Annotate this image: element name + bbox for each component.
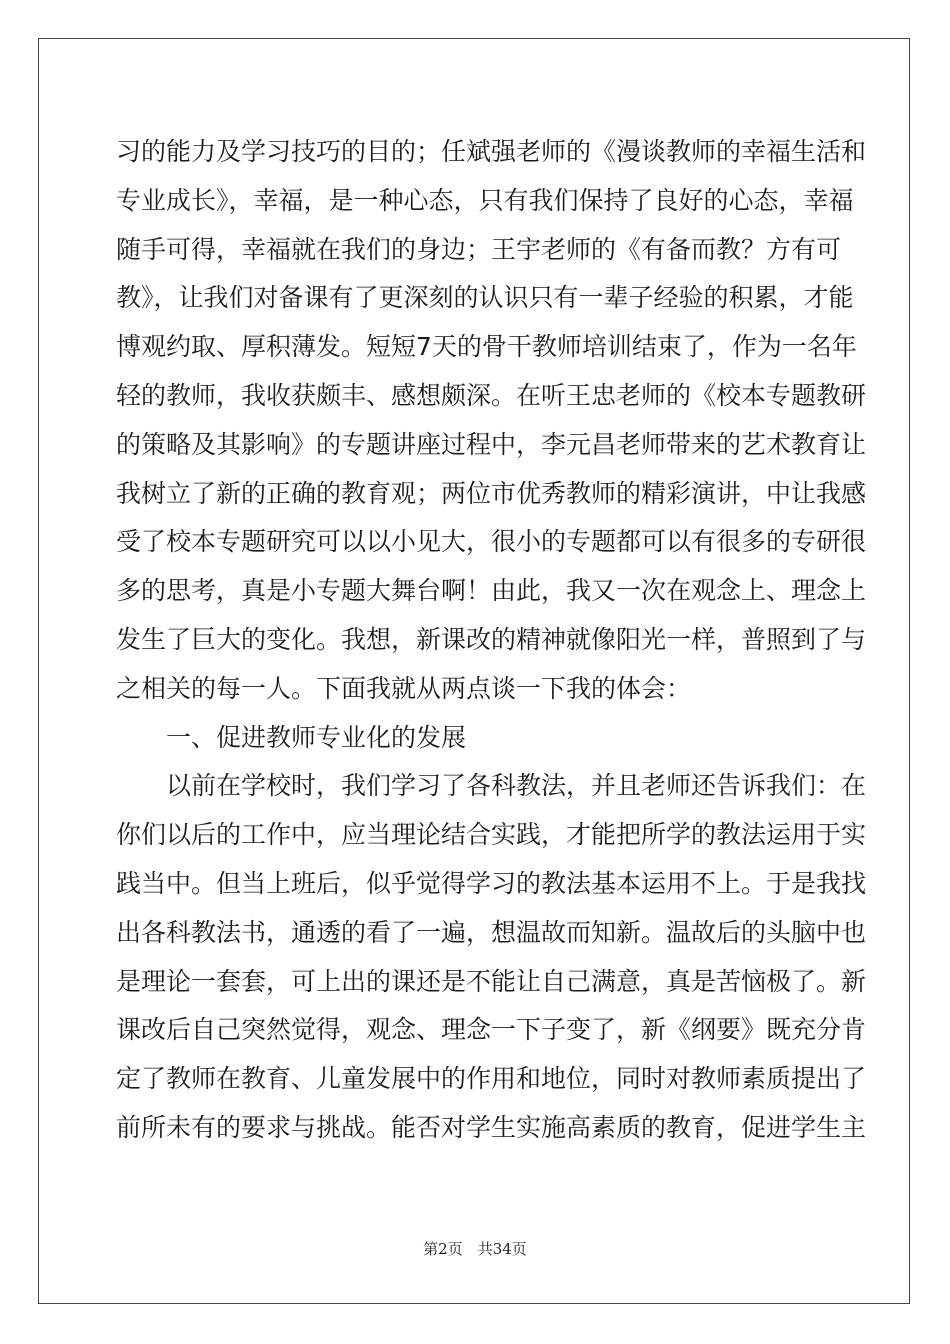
text-line: 是理论一套套，可上出的课还是不能让自己满意，真是苦恼极了。新 (116, 966, 867, 996)
text-line: 受了校本专题研究可以以小见大，很小的专题都可以有很多的专研很 (116, 527, 867, 557)
text-line: 我树立了新的正确的教育观；两位市优秀教师的精彩演讲，中让我感 (116, 478, 867, 508)
section-heading: 一、促进教师专业化的发展 (166, 722, 467, 752)
text-line: 习的能力及学习技巧的目的；任斌强老师的《漫谈教师的幸福生活和 (116, 137, 867, 166)
text-line: 前所未有的要求与挑战。能否对学生实施高素质的教育，促进学生主 (116, 1112, 867, 1142)
text-line: 课改后自己突然觉得，观念、理念一下子变了，新《纲要》既充分肯 (116, 1015, 867, 1045)
text-line: 的策略及其影响》的专题讲座过程中，李元昌老师带来的艺术教育让 (116, 429, 867, 459)
text-line: 践当中。但当上班后，似乎觉得学习的教法基本运用不上。于是我找 (116, 868, 867, 898)
page-footer: 第2页 共34页 (423, 1240, 527, 1258)
text-line: 发生了巨大的变化。我想，新课改的精神就像阳光一样，普照到了与 (116, 624, 867, 654)
document-body (116, 128, 867, 1153)
text-line: 之相关的每一人。下面我就从两点谈一下我的体会： (116, 673, 692, 703)
text-line: 博观约取、厚积薄发。短短7天的骨干教师培训结束了，作为一名年 (116, 332, 857, 362)
paragraph-first-line: 以前在学校时，我们学习了各科教法，并且老师还告诉我们：在 (166, 771, 867, 801)
text-line: 专业成长》，幸福，是一种心态，只有我们保持了良好的心态，幸福 (116, 185, 854, 215)
text-line: 多的思考，真是小专题大舞台啊！由此，我又一次在观念上、理念上 (116, 576, 867, 606)
text-line: 教》，让我们对备课有了更深刻的认识只有一辈子经验的积累，才能 (116, 283, 854, 313)
text-line: 轻的教师，我收获颇丰、感想颇深。在听王忠老师的《校本专题教研 (116, 380, 867, 410)
text-line: 随手可得，幸福就在我们的身边；王宇老师的《有备而教？方有可 (116, 234, 842, 264)
text-line: 定了教师在教育、儿童发展中的作用和地位，同时对教师素质提出了 (116, 1064, 867, 1094)
text-line: 你们以后的工作中，应当理论结合实践，才能把所学的教法运用于实 (116, 820, 867, 850)
text-line: 出各科教法书，通透的看了一遍，想温故而知新。温故后的头脑中也 (116, 917, 867, 947)
